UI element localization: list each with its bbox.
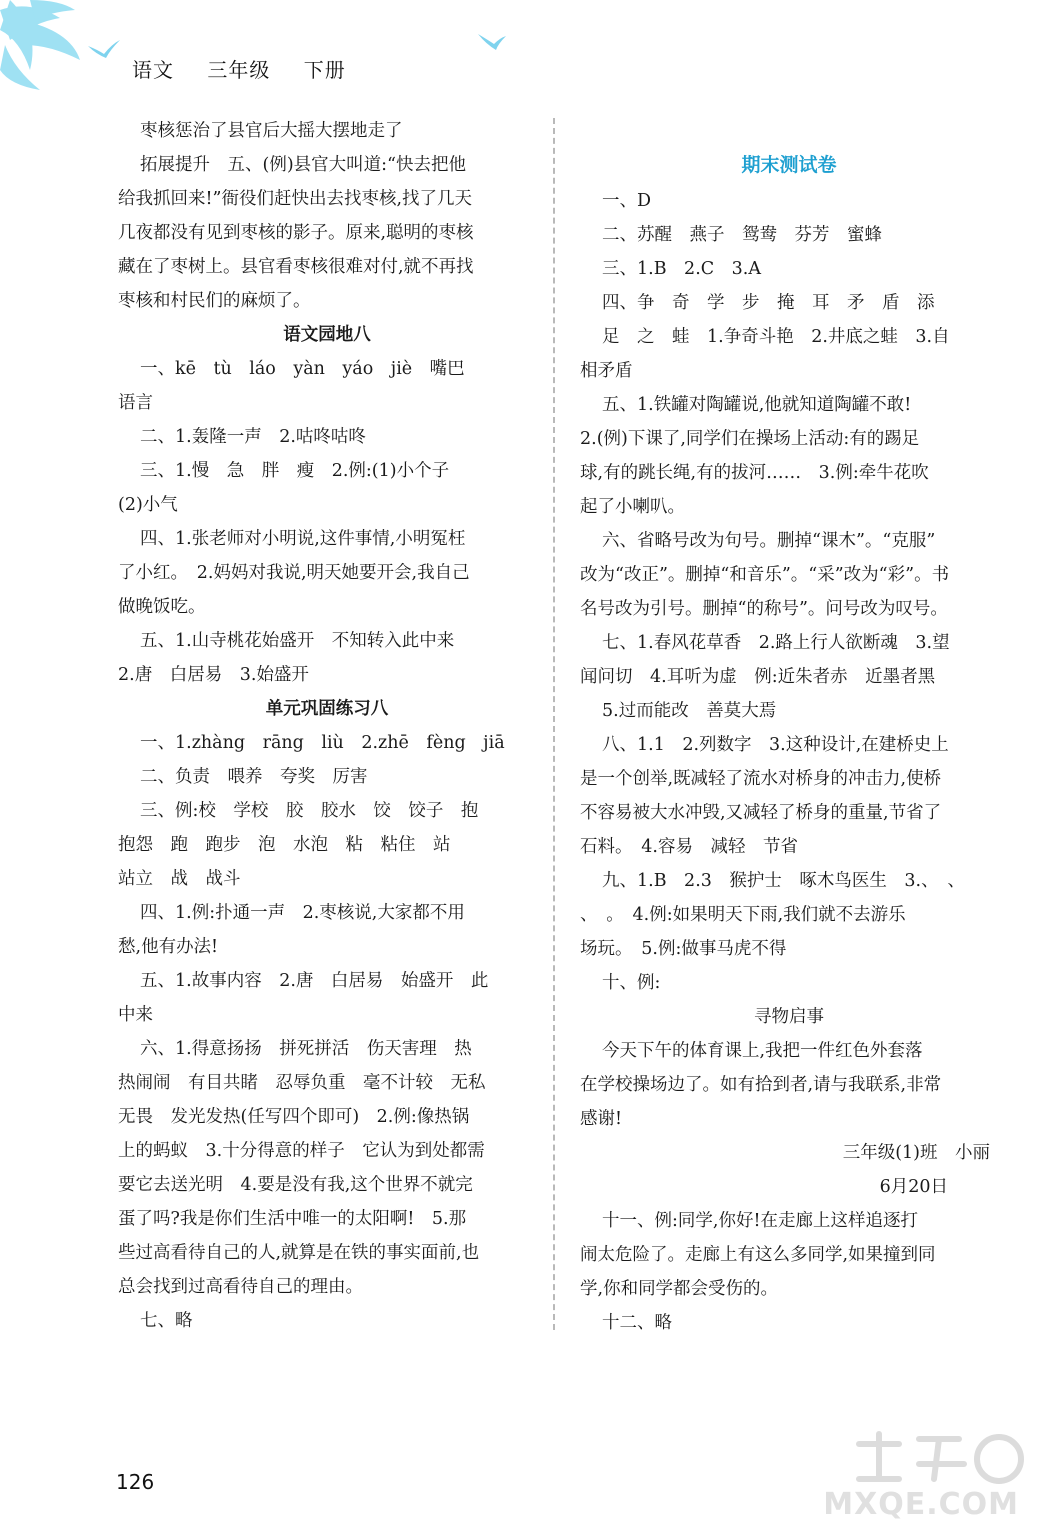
text-line: 藏在了枣树上。县官看枣核很难对付,就不再找	[118, 257, 474, 277]
text-line: 在学校操场边了。如有拾到者,请与我联系,非常	[580, 1075, 942, 1095]
text-line: 做晚饭吃。	[118, 597, 206, 617]
text-line: 几夜都没有见到枣核的影子。原来,聪明的枣核	[118, 223, 474, 243]
text-line: 九、1.B 2.3 猴护士 啄木鸟医生 3.、 、	[602, 871, 965, 891]
text-line: (2)小气	[118, 495, 178, 515]
text-line: 八、1.1 2.列数字 3.这种设计,在建桥史上	[602, 735, 949, 755]
text-line: 七、略	[140, 1311, 193, 1331]
text-line: 给我抓回来!”衙役们赶快出去找枣核,找了几天	[118, 189, 473, 209]
notice-date: 6月20日	[879, 1177, 948, 1197]
text-line: 六、省略号改为句号。删掉“课木”。“克服”	[602, 531, 936, 551]
text-line: 感谢!	[580, 1109, 623, 1129]
text-line: 五、1.铁罐对陶罐说,他就知道陶罐不敢!	[602, 395, 912, 415]
text-line: 5.过而能改 善莫大焉	[602, 701, 777, 721]
text-line: 中来	[118, 1005, 153, 1025]
text-line: 一、1.zhàng rāng liù 2.zhē fèng jiā	[140, 733, 505, 753]
palm-tree-icon	[0, 0, 80, 90]
text-line: 愁,他有办法!	[118, 937, 219, 957]
text-line: 枣核惩治了县官后大摇大摆地走了	[140, 121, 403, 141]
text-line: 学,你和同学都会受伤的。	[580, 1279, 779, 1299]
text-line: 一、kē tù láo yàn yáo jiè 嘴巴	[140, 359, 465, 379]
text-line: 五、1.山寺桃花始盛开 不知转入此中来	[140, 631, 455, 651]
exam-title: 期末测试卷	[741, 154, 837, 176]
text-line: 场玩。 5.例:做事马虎不得	[580, 939, 787, 959]
text-line: 六、1.得意扬扬 拼死拼活 伤天害理 热	[140, 1039, 472, 1059]
left-column	[118, 114, 536, 1338]
volume-label: 下册	[303, 58, 346, 82]
text-line: 二、苏醒 燕子 鸳鸯 芬芳 蜜蜂	[602, 225, 882, 245]
text-line: 五、1.故事内容 2.唐 白居易 始盛开 此	[140, 971, 489, 991]
text-line: 2.唐 白居易 3.始盛开	[118, 665, 309, 685]
text-line: 不容易被大水冲毁,又减轻了桥身的重量,节省了	[580, 803, 942, 823]
text-line: 二、负责 喂养 夸奖 厉害	[140, 767, 368, 787]
text-line: 十一、例:同学,你好!在走廊上这样追逐打	[602, 1211, 918, 1231]
text-line: 起了小喇叭。	[580, 497, 685, 517]
text-line: 三、1.B 2.C 3.A	[602, 259, 761, 279]
text-line: 拓展提升 五、(例)县官大叫道:“快去把他	[140, 155, 466, 175]
subject-label: 语文	[132, 58, 174, 82]
text-line: 闻问切 4.耳听为虚 例:近朱者赤 近墨者黑	[580, 667, 936, 687]
text-line: 三、1.慢 急 胖 瘦 2.例:(1)小个子	[140, 461, 450, 481]
section-heading: 单元巩固练习八	[265, 699, 389, 719]
text-line: 站立 战 战斗	[118, 869, 241, 889]
text-line: 十、例:	[602, 973, 661, 993]
text-line: 足 之 蛙 1.争奇斗艳 2.井底之蛙 3.自	[602, 327, 950, 347]
page-number: 126	[116, 1470, 155, 1494]
text-line: 二、1.轰隆一声 2.咕咚咕咚	[140, 427, 366, 447]
column-divider	[553, 118, 555, 1330]
text-line: 了小红。 2.妈妈对我说,明天她要开会,我自己	[118, 563, 470, 583]
text-line: 是一个创举,既减轻了流水对桥身的冲击力,使桥	[580, 769, 942, 789]
watermark-text: MXQE.COM	[823, 1487, 1019, 1522]
text-line: 三、例:校 学校 胶 胶水 饺 饺子 抱	[140, 801, 479, 821]
text-line: 要它去送光明 4.要是没有我,这个世界不就完	[118, 1175, 473, 1195]
text-line: 蛋了吗?我是你们生活中唯一的太阳啊! 5.那	[118, 1209, 467, 1229]
text-line: 2.(例)下课了,同学们在操场上活动:有的踢足	[580, 429, 920, 449]
text-line: 上的蚂蚁 3.十分得意的样子 它认为到处都需	[118, 1141, 485, 1161]
text-line: 球,有的跳长绳,有的拔河…… 3.例:牵牛花吹	[580, 463, 929, 483]
text-line: 今天下午的体育课上,我把一件红色外套落	[602, 1041, 923, 1061]
text-line: 总会找到过高看待自己的理由。	[118, 1277, 363, 1297]
right-column	[580, 148, 998, 1340]
text-line: 抱怨 跑 跑步 泡 水泡 粘 粘住 站	[118, 835, 451, 855]
text-line: 名号改为引号。删掉“的称号”。问号改为叹号。	[580, 599, 948, 619]
text-line: 相矛盾	[580, 361, 633, 381]
text-line: 石料。 4.容易 减轻 节省	[580, 837, 798, 857]
grade-label: 三年级	[207, 58, 271, 82]
text-line: 七、1.春风花草香 2.路上行人欲断魂 3.望	[602, 633, 950, 653]
text-line: 、 。 4.例:如果明天下雨,我们就不去游乐	[580, 905, 906, 925]
notice-signature: 三年级(1)班 小丽	[842, 1143, 990, 1163]
text-line: 改为“改正”。删掉“和音乐”。“采”改为“彩”。书	[580, 565, 950, 585]
text-line: 无畏 发光发热(任写四个即可) 2.例:像热锅	[118, 1107, 470, 1127]
section-heading: 语文园地八	[283, 325, 371, 345]
text-line: 一、D	[602, 191, 652, 211]
page-header	[132, 54, 372, 83]
text-line: 枣核和村民们的麻烦了。	[118, 291, 311, 311]
notice-title: 寻物启事	[754, 1007, 824, 1027]
text-line: 十二、略	[602, 1313, 672, 1333]
text-line: 四、争 奇 学 步 掩 耳 矛 盾 添	[602, 293, 935, 313]
text-line: 语言	[118, 393, 153, 413]
text-line: 闹太危险了。走廊上有这么多同学,如果撞到同	[580, 1245, 936, 1265]
text-line: 四、1.张老师对小明说,这件事情,小明冤枉	[140, 529, 466, 549]
text-line: 热闹闹 有目共睹 忍辱负重 毫不计较 无私	[118, 1073, 486, 1093]
text-line: 四、1.例:扑通一声 2.枣核说,大家都不用	[140, 903, 465, 923]
text-line: 些过高看待自己的人,就算是在铁的事实面前,也	[118, 1243, 480, 1263]
